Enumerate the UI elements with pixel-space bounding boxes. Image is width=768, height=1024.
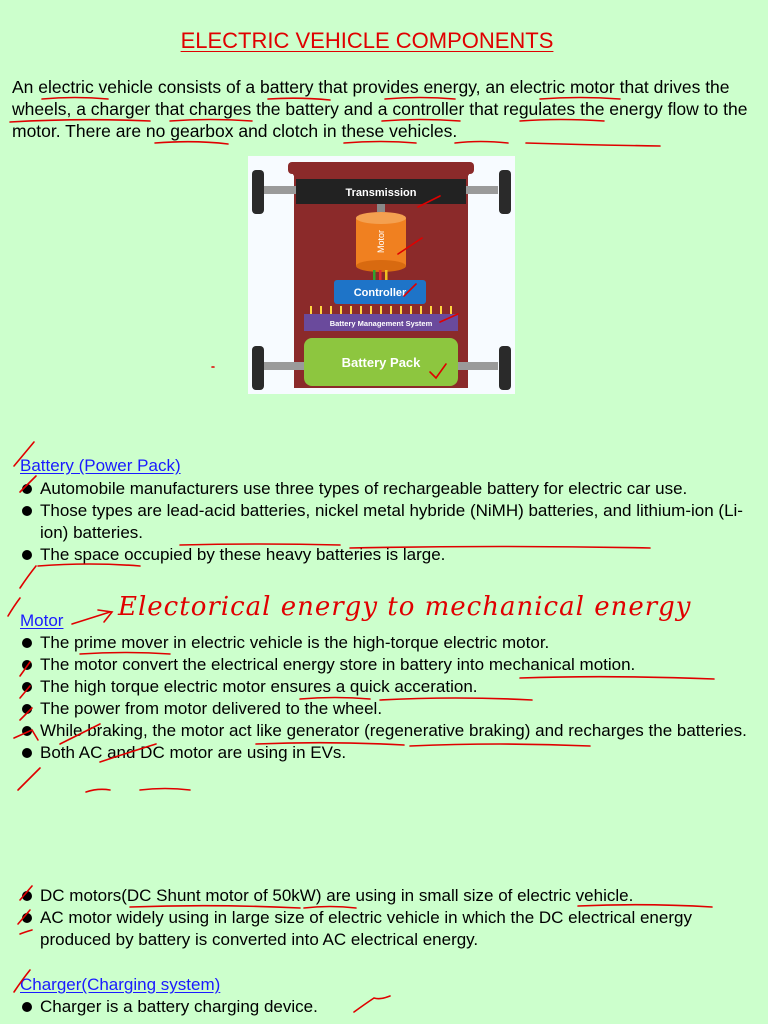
page-title: ELECTRIC VEHICLE COMPONENTS (180, 28, 554, 53)
bms-label: Battery Management System (329, 319, 433, 328)
ink-underline (140, 789, 190, 791)
front-right-wheel (499, 170, 511, 214)
motor-types-list (20, 885, 760, 951)
list-item: The space occupied by these heavy batteries is large. (20, 544, 760, 566)
list-item: Those types are lead-acid batteries, nickel metal hybride (NiMH) batteries, and lithium-ion (Li-ion) batteries. (20, 500, 760, 544)
ink-arrow (72, 612, 110, 624)
list-item: The power from motor delivered to the wheel. (20, 698, 760, 720)
motor-heading[interactable]: Motor (20, 611, 64, 630)
motor-shaft (377, 204, 385, 212)
list-item: The prime mover in electric vehicle is the high-torque electric motor. (20, 632, 760, 654)
handwritten-annotation: Electorical energy to mechanical energy (118, 592, 692, 622)
vehicle-body-top (288, 162, 474, 174)
ev-diagram (248, 156, 515, 394)
list-item: Both AC and DC motor are using in EVs. (20, 742, 760, 764)
rear-left-wheel (252, 346, 264, 390)
battery-heading[interactable]: Battery (Power Pack) (20, 456, 181, 475)
list-item: AC motor widely using in large size of electric vehicle in which the DC electrical energy produced by battery is converted into AC electrical energy. (20, 907, 760, 951)
connector-pins (310, 306, 452, 314)
ink-tick (8, 598, 20, 616)
list-item: The high torque electric motor ensures a quick acceration. (20, 676, 760, 698)
ink-underline (155, 142, 228, 144)
motor-list (20, 632, 760, 764)
controller-label: Controller (353, 287, 407, 299)
list-item: The motor convert the electrical energy store in battery into mechanical motion. (20, 654, 760, 676)
transmission-label: Transmission (345, 187, 417, 199)
ink-underline (86, 789, 110, 792)
ink-tick (20, 566, 36, 588)
motor-label: Motor (376, 229, 386, 253)
front-left-wheel (252, 170, 264, 214)
rear-right-wheel (499, 346, 511, 390)
ev-diagram-svg (248, 156, 515, 394)
list-item: Automobile manufacturers use three types of rechargeable battery for electric car use. (20, 478, 760, 500)
ink-underline (526, 143, 660, 146)
battery-pack-label: Battery Pack (341, 355, 421, 370)
charger-heading[interactable]: Charger(Charging system) (20, 975, 221, 994)
battery-list (20, 478, 760, 566)
list-item: Charger is a battery charging device. (20, 996, 760, 1018)
intro-paragraph: An electric vehicle consists of a battery that provides energy, an electric motor that drives the wheels, a charger that charges the battery and a controller that regulates the energy flow to the motor. There are no gearbox and clotch in these vehicles. (12, 77, 748, 141)
charger-list (20, 996, 760, 1018)
ink-arrow-head (98, 610, 112, 622)
motor-top (356, 212, 406, 224)
list-item: DC motors(DC Shunt motor of 50kW) are using in small size of electric vehicle. (20, 885, 760, 907)
list-item: While braking, the motor act like generator (regenerative braking) and recharges the batteries. (20, 720, 760, 742)
ink-tick (18, 768, 40, 790)
